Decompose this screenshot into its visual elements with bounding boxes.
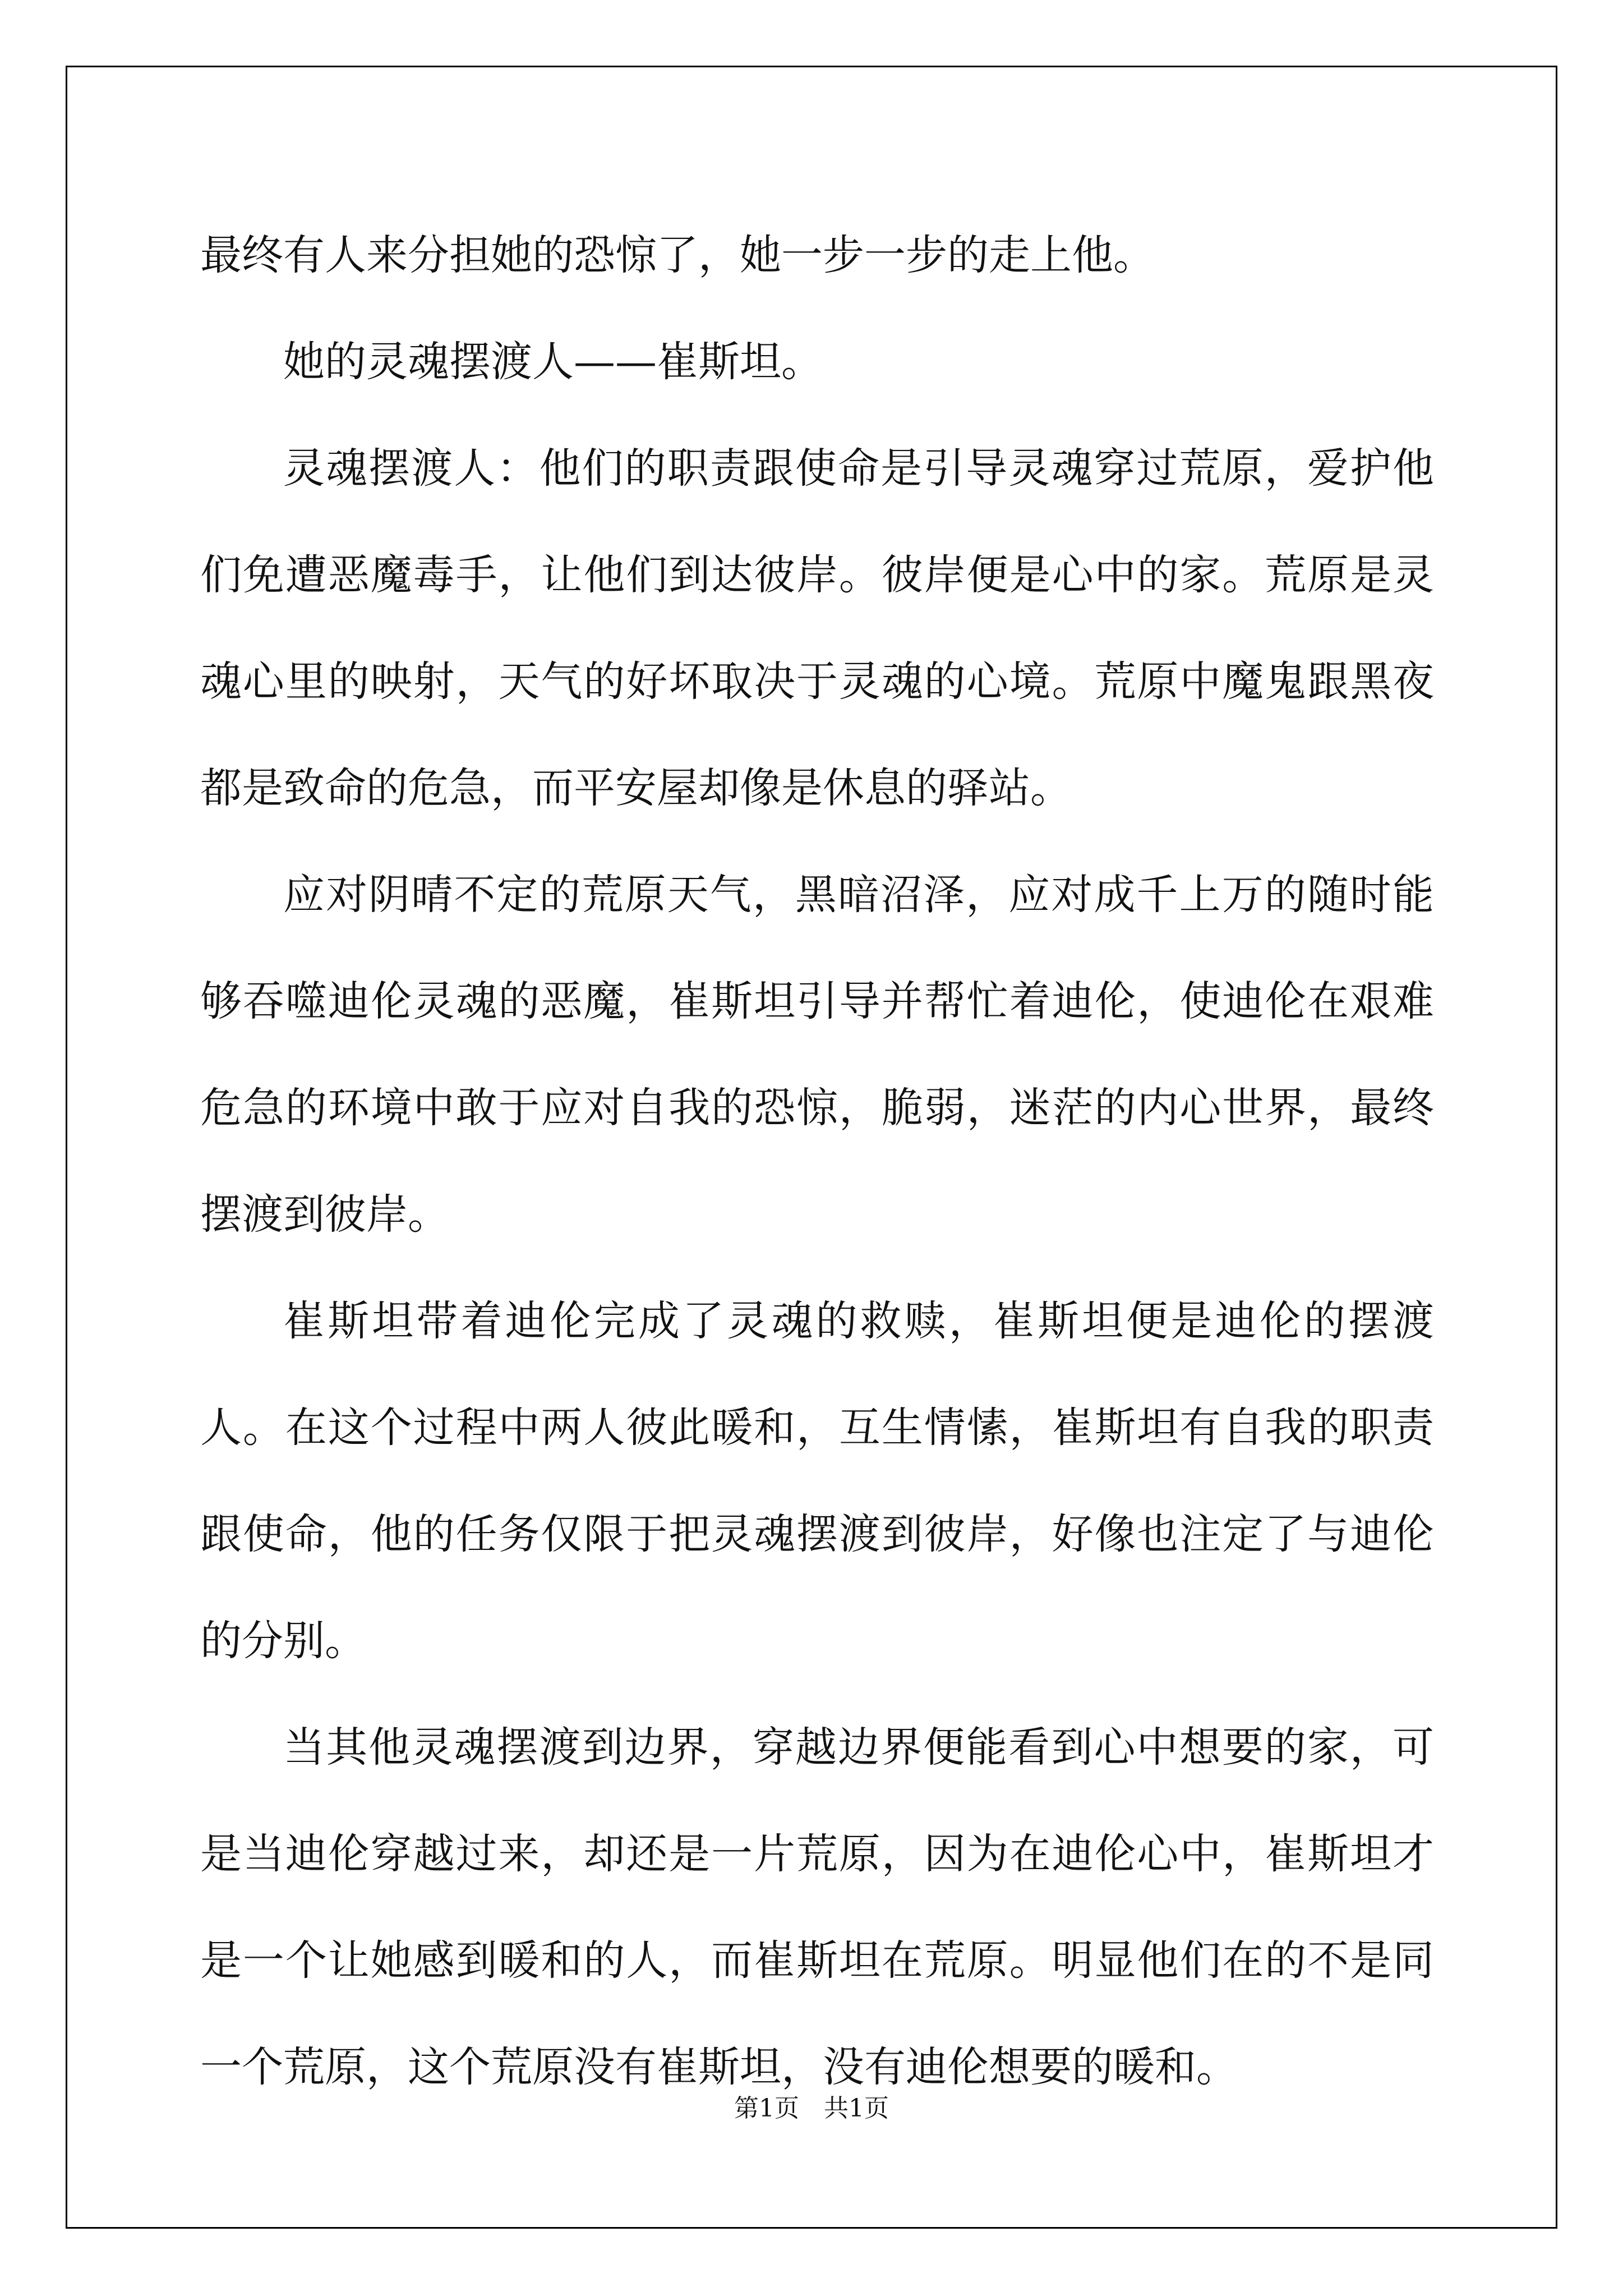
document-body [200,202,1434,2120]
paragraph-6: 当其他灵魂摆渡到边界，穿越边界便能看到心中想要的家，可是当迪伦穿越过来，却还是一片荒原，因为在迪伦心中，崔斯坦才是一个让她感到暖和的人，而崔斯坦在荒原。明显他们在的不是同一个荒原，这个荒原没有崔斯坦，没有迪伦想要的暖和。 [200,1723,1434,2091]
page-total: 共1页 [824,2094,889,2123]
paragraph-3: 灵魂摆渡人：他们的职责跟使命是引导灵魂穿过荒原，爱护他们免遭恶魔毒手，让他们到达彼岸。彼岸便是心中的家。荒原是灵魂心里的映射，天气的好坏取决于灵魂的心境。荒原中魔鬼跟黑夜都是致命的危急，而平安屋却像是休息的驿站。 [200,444,1434,812]
paragraph-4: 应对阴晴不定的荒原天气，黑暗沼泽，应对成千上万的随时能够吞噬迪伦灵魂的恶魔，崔斯坦引导并帮忙着迪伦，使迪伦在艰难危急的环境中敢于应对自我的恐惊，脆弱，迷茫的内心世界，最终摆渡到彼岸。 [200,871,1434,1239]
page-number: 第1页 [734,2094,799,2123]
paragraph-1: 最终有人来分担她的恐惊了，她一步一步的走上他。 [200,231,1155,279]
page-footer [0,2088,1623,2124]
paragraph-2: 她的灵魂摆渡人——崔斯坦。 [283,338,823,386]
paragraph-5: 崔斯坦带着迪伦完成了灵魂的救赎，崔斯坦便是迪伦的摆渡人。在这个过程中两人彼此暖和，互生情愫，崔斯坦有自我的职责跟使命，他的任务仅限于把灵魂摆渡到彼岸，好像也注定了与迪伦的分别。 [200,1297,1434,1665]
